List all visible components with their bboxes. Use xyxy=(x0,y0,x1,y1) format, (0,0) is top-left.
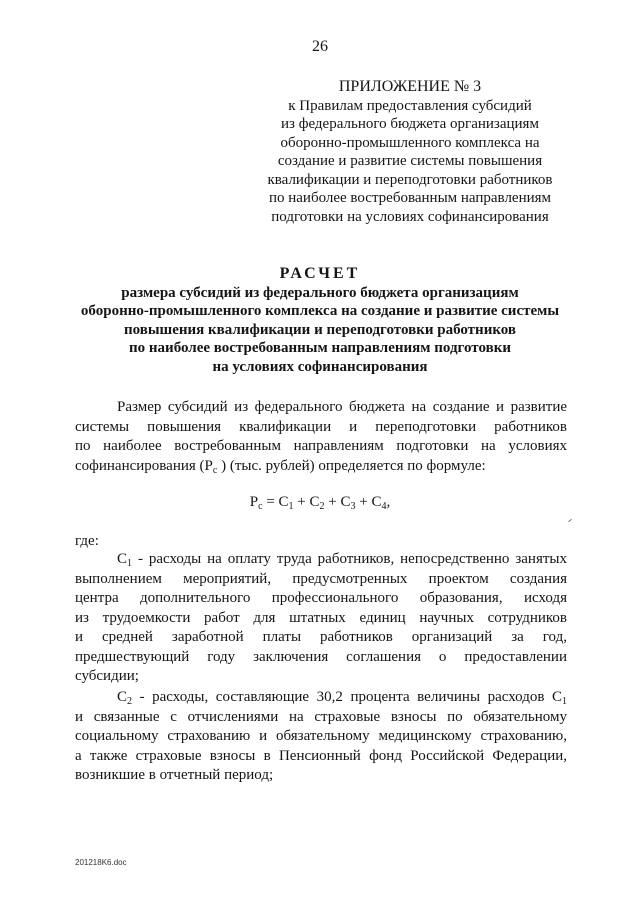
intro-line: системы повышения квалификации и переподготовки работников xyxy=(75,418,567,435)
scan-speck xyxy=(568,519,572,522)
c1-definition xyxy=(75,550,567,687)
c2-line: а также страховые взносы в Пенсионный фонд Российской Федерации, xyxy=(75,747,567,764)
intro-paragraph xyxy=(75,398,567,476)
appendix-line: подготовки на условиях софинансирования xyxy=(271,208,549,225)
c1-line: выполнением мероприятий, предусмотренных проектом создания xyxy=(75,570,567,587)
formula: $P_c = C_1 + C_2 + C_3 + C_4$, xyxy=(249,494,391,512)
c1-line: $C_1$ - расходы на оплату труда работников, непосредственно занятых xyxy=(117,551,567,569)
calculation-title-line: размера субсидий из федерального бюджета организациям xyxy=(121,284,519,301)
c2-line: социальному страхованию и обязательному медицинскому страхованию, xyxy=(75,728,567,744)
c2-line: $C_2$ - расходы, составляющие 30,2 процента величины расходов $C_1$ xyxy=(117,689,567,707)
appendix-title: ПРИЛОЖЕНИЕ № 3 xyxy=(338,78,482,95)
calculation-heading: РАСЧЕТ xyxy=(279,265,361,282)
calculation-title-line: оборонно-промышленного комплекса на создание и развитие системы xyxy=(80,303,560,319)
where-label: где: xyxy=(75,533,99,549)
intro-line: по наиболее востребованным направлениям подготовки на условиях xyxy=(75,438,567,454)
c1-line: и средней заработной платы работников организаций за год, xyxy=(75,629,567,645)
c1-line: субсидии; xyxy=(75,668,139,684)
appendix-line: по наиболее востребованным направлениям xyxy=(268,190,552,206)
c1-line: предшествующий году заключения соглашения о предоставлении xyxy=(75,648,567,665)
c2-line: возникшие в отчетный период; xyxy=(75,767,274,783)
calculation-title-line: повышения квалификации и переподготовки работников xyxy=(123,321,517,338)
calculation-title-line: на условиях софинансирования xyxy=(212,358,428,375)
c1-line: из трудоемкости работ для штатных единиц научных сотрудников xyxy=(75,609,567,626)
appendix-line: квалификации и переподготовки работников xyxy=(267,171,553,188)
appendix-line: к Правилам предоставления субсидий xyxy=(288,97,532,114)
calculation-title-line: по наиболее востребованным направлениям подготовки xyxy=(129,340,511,356)
intro-line: софинансирования ($P_c$ ) (тыс. рублей) определяется по формуле: xyxy=(75,457,486,476)
file-name-footer: 201218K6.doc xyxy=(75,858,127,867)
intro-line: Размер субсидий из федерального бюджета на создание и развитие xyxy=(117,399,567,415)
appendix-line: создание и развитие системы повышения xyxy=(277,153,543,169)
page-number: 26 xyxy=(312,38,328,55)
calculation-title xyxy=(40,265,600,376)
c2-line: и связанные с отчислениями на страховые взносы по обязательному xyxy=(75,708,567,725)
c1-line: центра дополнительного профессионального образования, исходя xyxy=(75,590,567,606)
c2-definition xyxy=(75,688,567,786)
appendix-line: оборонно-промышленного комплекса на xyxy=(280,134,540,151)
appendix-line: из федерального бюджета организациям xyxy=(281,116,539,132)
appendix-block xyxy=(240,78,580,226)
